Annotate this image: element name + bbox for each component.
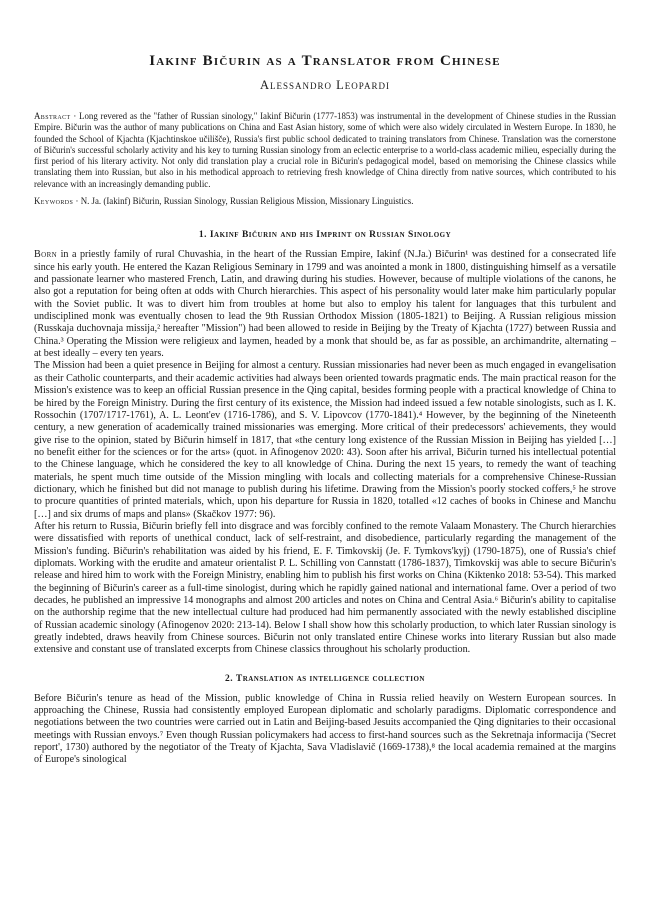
- section-2-heading: 2. Translation as intelligence collection: [225, 673, 425, 684]
- abstract-label: Abstract: [34, 111, 71, 121]
- author-name: Alessandro Leopardi: [260, 78, 390, 92]
- paper-title: Iakinf Bičurin as a Translator from Chinese: [149, 53, 501, 69]
- section-1-paragraph-2: The Mission had been a quiet presence in Beijing for almost a century. Russian missionaries had never been as much engaged in evangelisation as their Catholic counterparts, and their academic activities had always been oriented towards pragmatic ends. The main practical reason for the Mission's existence was to keep an official Russian presence in the Qing capital, besides forming people with a practical knowledge of China to be hired by the Foreign Ministry. During the first century of its existence, the Mission had indeed issued a few notable sinologists, such as I. K. Rossochin (1707/1717-1761), A. L. Leont'ev (1716-1786), and S. V. Lipovcov (1770-1841).⁴ However, by the beginning of the Nineteenth century, a new generation of academically trained missionaries was emerging. More critical of their predecessors' achievements, they would give rise to the opinion, stated by Bičurin himself in 1817, that «the century long existence of the Russian Mission in Beijing has yielded […] no benefit either for the sciences or for the arts» (quot. in Afinogenov 2020: 43). Soon after his arrival, Bičurin turned his intellectual potential to the Chinese language, which he considered the key to all knowledge of China. During the next 15 years, to remedy the want of teaching materials, he spent much time outside of the Mission mingling with locals and collecting materials for a comprehensive Chinese-Russian dictionary, which he finished but did not manage to publish during his lifetime. Drawing from the Mission's poorly stocked coffers,⁵ he strove to procure quantities of printed materials, which, upon his departure for Russia in 1820, totalled «12 caches of books in Chinese and Manchu […] and six drums of maps and plans» (Skačkov 1977: 96).: [34, 360, 616, 520]
- section-1-paragraph-1: [34, 249, 616, 360]
- paragraph-lead-word: Born: [34, 249, 58, 261]
- paper-page: [34, 0, 616, 919]
- keywords-separator: ·: [73, 196, 81, 207]
- section-1-heading: 1. Iakinf Bičurin and his Imprint on Russian Sinology: [198, 230, 452, 241]
- keywords-text: N. Ja. (Iakinf) Bičurin, Russian Sinology, Russian Religious Mission, Missionary Linguistics.: [80, 196, 414, 207]
- keywords: [34, 196, 616, 207]
- paragraph-text: in a priestly family of rural Chuvashia, in the heart of the Russian Empire, Iakinf (N.Ja.) Bičurin¹ was destined for a consecrated life since his early youth. He entered the Kazan Religious Seminary in 1799 and was anointed a monk in 1800, distinguishing himself as a versatile and passionate learner who mastered French, Latin, and drawing during his studies. However, because of multiple violations of the canons, he also got a reputation for being often at odds with Church hierarchies. This aspect of his personality would later make him particularly popular with the Soviet public. It was to divert him from troubles at home but also to employ his talent for languages that this turbulent and undisciplined monk was eventually chosen to lead the 9th Russian Orthodox Mission (1805-1821) to Beijing. A Russian religious mission (Russkaja duchovnaja missija,² hereafter "Mission") had been allowed to reside in Beijing by the Treaty of Kjachta (1727) between Russia and China.³ Operating the Mission were religieux and laymen, headed by a monk that should be, as far as possible, an archimandrite, alternating – at best ideally – every ten years.: [34, 249, 616, 360]
- keywords-label: Keywords: [34, 196, 74, 207]
- abstract: [34, 111, 616, 190]
- abstract-text: Long revered as the "father of Russian sinology," Iakinf Bičurin (1777-1853) was instrumental in the development of Chinese studies in the Russian Empire. Bičurin was the author of many publications on China and East Asian history, some of which were also widely circulated in Western Europe. In 1830, he founded the School of Kjachta (Kjachtinskoe učilišče), Russia's first public school dedicated to training translators from Chinese. Translation was the cornerstone of Bičurin's successful scholarly activity and his key to turning Russian sinology from an eclectic enterprise to a world-class academic milieu, especially during the first period of his literary activity. Not only did translation play a crucial role in Bičurin's pedagogical model, based on memorising the Chinese classics while translating them into Russian, but also in his methodical approach to retrieving fresh knowledge of China directly from native sources, which contributed to his relevance with an increasingly demanding public.: [34, 111, 616, 189]
- section-1-paragraph-3: After his return to Russia, Bičurin briefly fell into disgrace and was forcibly confined to the remote Valaam Monastery. The Church hierarchies were dissatisfied with reports of unethical conduct, lack of self-restraint, and disobedience, particularly regarding the management of the Mission's funding. Bičurin's rehabilitation was aided by his friend, E. F. Timkovskij (Je. F. Tymkovs'kyj) (1790-1875), one of Russia's chief diplomats. Working with the erudite and amateur orientalist P. L. Schilling von Cannstatt (1786-1837), Timkovskij was able to secure Bičurin's release and hired him to work with the Foreign Ministry, enabling him to publish his first works on China (Kiktenko 2018: 53-54). This marked the beginning of Bičurin's career as a full-time sinologist, during which he rapidly gained national and international fame. Over a period of two decades, he published an impressive 14 monographs and almost 200 articles and notes on China and Central Asia.⁶ Bičurin's ability to capitalise on the authorship regime that the new intellectual culture had produced had him permanently associated with the newly established discipline of Russian academic sinology (Afinogenov 2020: 213-14). Below I shall show how this scholarly production, to which later Russian sinology is greatly indebted, draws heavily from Chinese sources. Bičurin not only translated entire Chinese works into literary Russian but also made extensive and constant use of translated excerpts from Chinese classics throughout his scholarly production.: [34, 520, 616, 656]
- section-2-paragraph-1: Before Bičurin's tenure as head of the Mission, public knowledge of China in Russia relied heavily on Western European sources. In approaching the Chinese, Russia had consistently employed European diplomatic and scholarly paradigms. Diplomatic correspondence and negotiations between the two countries were carried out in Latin and Beijing-based Jesuits accompanied the Qing dignitaries to their occasional meetings with Russian envoys.⁷ Even though Russian policymakers had access to first-hand sources such as the Sekretnaja informacija ('Secret report', 1730) authored by the negotiator of the Treaty of Kjachta, Sava Vladislavič (1669-1738),⁸ the local academia remained at the margins of Europe's sinological: [34, 692, 616, 766]
- abstract-separator: ·: [70, 111, 80, 121]
